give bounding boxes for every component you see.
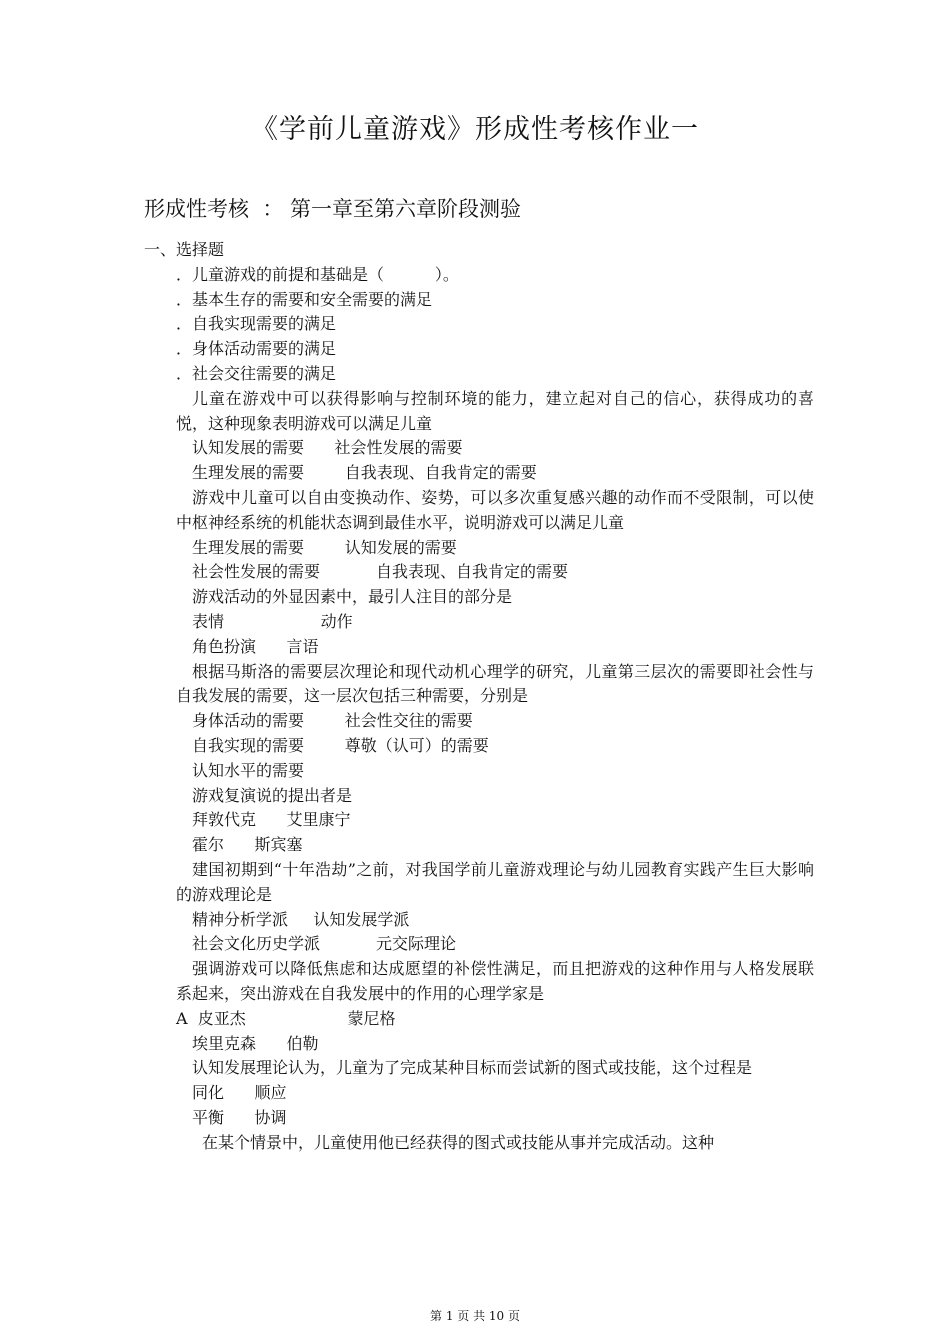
question-list <box>144 263 814 1156</box>
text-line: 同化 顺应 <box>192 1083 287 1103</box>
text-line: 角色扮演 言语 <box>192 636 319 656</box>
question-paragraph: 认知发展理论认为，儿童为了完成某种目标而尝试新的图式或技能，这个过程是 <box>192 1058 753 1078</box>
text-line: 自我实现的需要 尊敬（认可）的需要 <box>192 735 489 755</box>
text-line: 生理发展的需要 认知发展的需要 <box>192 537 457 557</box>
text-line: 埃里克森 伯勒 <box>192 1033 319 1053</box>
text-line: ．社会交往需要的满足 <box>176 363 337 383</box>
document-title: 《学前儿童游戏》形成性考核作业一 <box>251 114 699 145</box>
question-paragraph: 根据马斯洛的需要层次理论和现代动机心理学的研究，儿童第三层次的需要即社会性与自我发展的需要，这一层次包括三种需要，分别是 <box>176 661 814 706</box>
text-line: 社会性发展的需要 自我表现、自我肯定的需要 <box>192 562 568 582</box>
text-line: 在某个情景中，儿童使用他已经获得的图式或技能从事并完成活动。这种 <box>202 1132 715 1152</box>
document-subtitle: 形成性考核 ： 第一章至第六章阶段测验 <box>144 197 522 221</box>
question-paragraph: 游戏中儿童可以自由变换动作、姿势，可以多次重复感兴趣的动作而不受限制，可以使中枢神经系统的机能状态调到最佳水平，说明游戏可以满足儿童 <box>176 487 814 532</box>
text-line: 平衡 协调 <box>192 1107 287 1127</box>
question-paragraph: 儿童在游戏中可以获得影响与控制环境的能力，建立起对自己的信心，获得成功的喜悦，这种现象表明游戏可以满足儿童 <box>176 388 814 433</box>
text-line: ．基本生存的需要和安全需要的满足 <box>176 289 433 309</box>
text-line: ．儿童游戏的前提和基础是（ ）。 <box>176 264 459 284</box>
text-line: ．自我实现需要的满足 <box>176 314 337 334</box>
text-line: 霍尔 斯宾塞 <box>192 835 303 855</box>
text-line: 精神分析学派 认知发展学派 <box>192 909 410 929</box>
text-line: 表情 动作 <box>192 611 353 631</box>
text-line: 身体活动的需要 社会性交往的需要 <box>192 711 473 731</box>
question-paragraph: 强调游戏可以降低焦虑和达成愿望的补偿性满足，而且把游戏的这种作用与人格发展联系起来，突出游戏在自我发展中的作用的心理学家是 <box>176 959 814 1003</box>
text-line: 生理发展的需要 自我表现、自我肯定的需要 <box>192 463 537 483</box>
text-line: ．身体活动需要的满足 <box>176 339 337 359</box>
text-line: 社会文化历史学派 元交际理论 <box>192 934 456 954</box>
text-line: 游戏复演说的提出者是 <box>192 785 353 805</box>
section-heading: 一、选择题 <box>144 240 225 259</box>
text-line: 认知水平的需要 <box>192 760 305 780</box>
text-line: 游戏活动的外显因素中，最引人注目的部分是 <box>192 587 513 607</box>
text-line: A 皮亚杰 蒙尼格 <box>176 1008 396 1028</box>
text-line: 拜敦代克 艾里康宁 <box>192 810 351 830</box>
page-footer: 第 1 页 共 10 页 <box>430 1309 520 1323</box>
text-line: 认知发展的需要 社会性发展的需要 <box>192 438 463 458</box>
question-paragraph: 建国初期到“十年浩劫”之前，对我国学前儿童游戏理论与幼儿园教育实践产生巨大影响的游戏理论是 <box>176 859 814 904</box>
document-body <box>144 238 814 1155</box>
